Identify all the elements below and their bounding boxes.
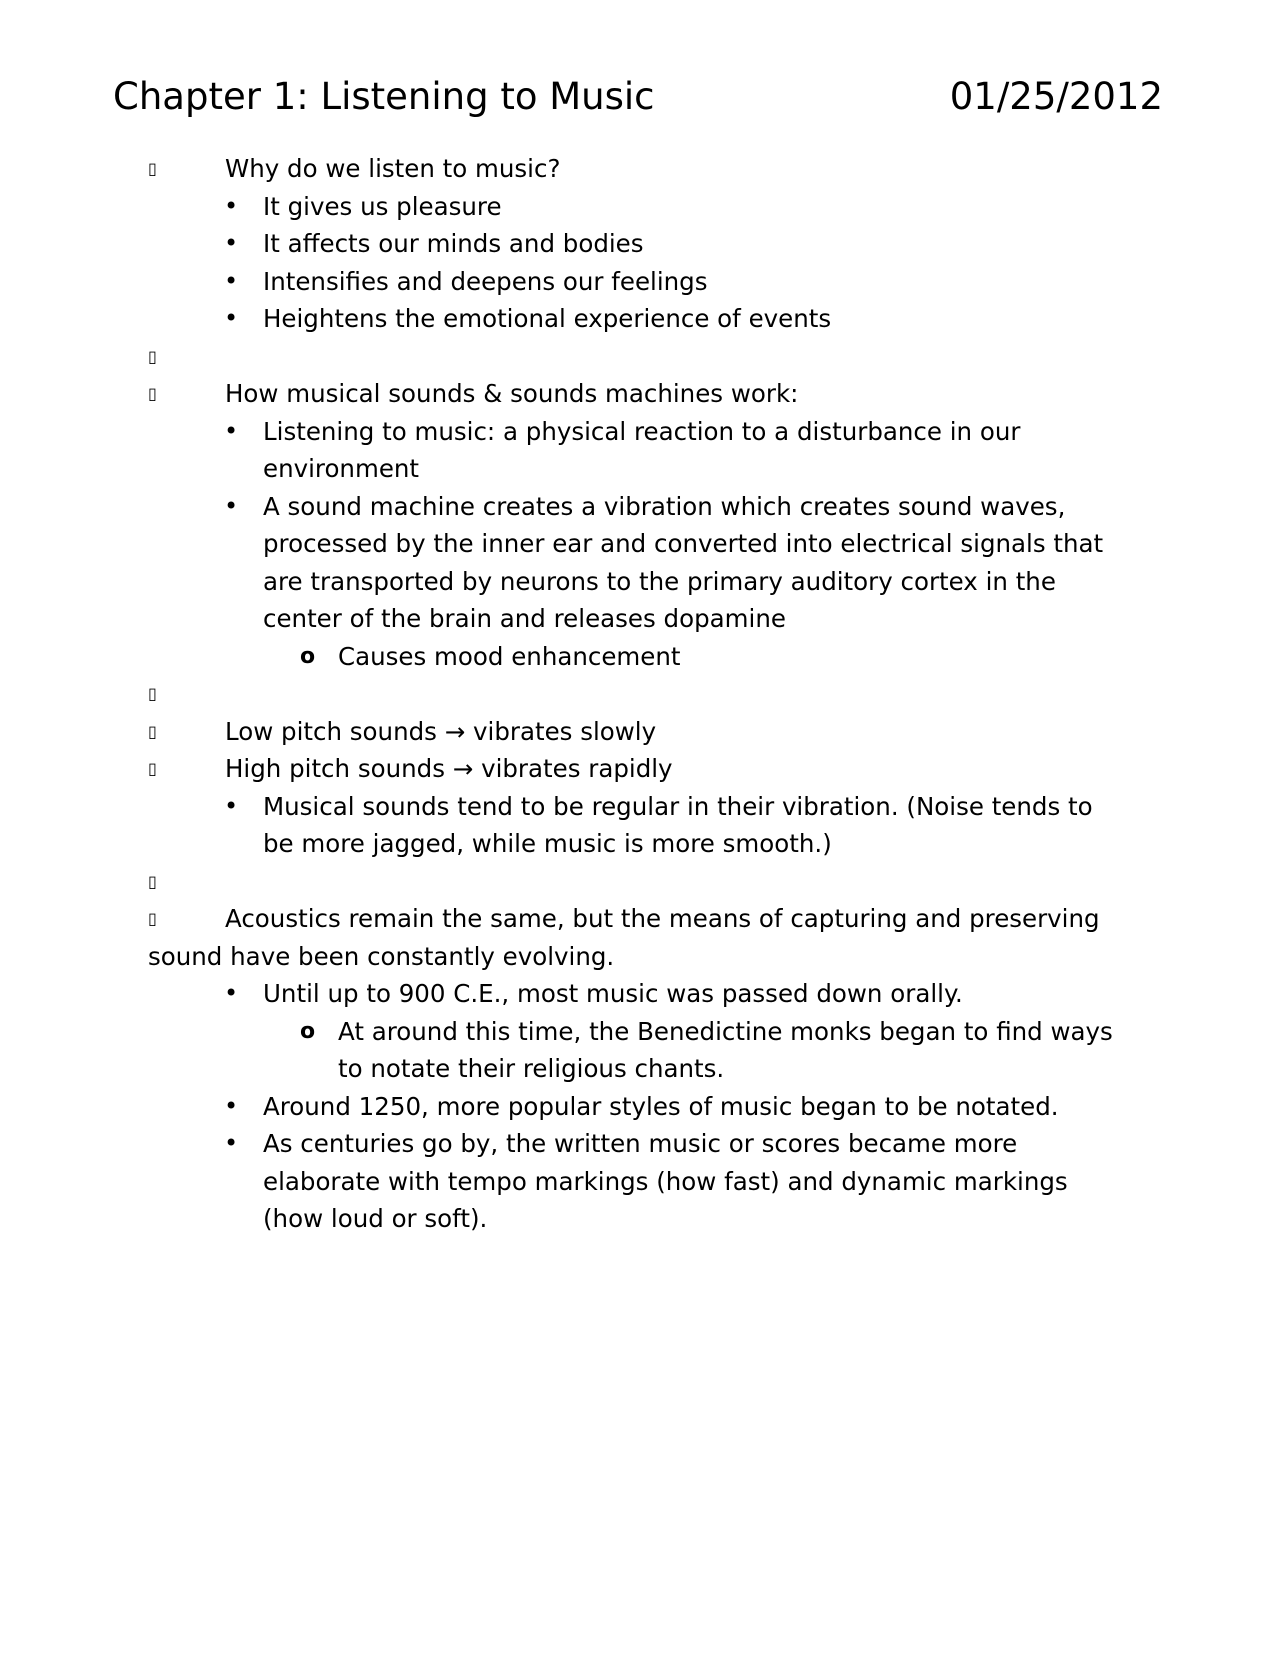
outline-item-text: Low pitch sounds → vibrates slowly: [225, 716, 657, 746]
list-item: [148, 488, 1128, 638]
outline-item-text: Acoustics remain the same, but the means of capturing and preserving sound have been constantly evolving.: [148, 904, 1100, 971]
square-bullet-icon: ▯: [148, 159, 157, 178]
bullet-icon: •: [224, 266, 239, 295]
list-item: [148, 188, 1128, 226]
bullet-icon: •: [224, 1091, 239, 1120]
list-item: [148, 225, 1128, 263]
list-item-text: Intensifies and deepens our feelings: [263, 266, 708, 296]
sub-list-item: [148, 638, 1128, 676]
square-bullet-icon: ▯: [148, 384, 157, 403]
list-item: [148, 1125, 1128, 1238]
bullet-icon: •: [224, 979, 239, 1007]
list-item-text: Heightens the emotional experience of events: [263, 304, 832, 333]
sub-list-item: [148, 1013, 1128, 1088]
outline-item-empty: [148, 338, 1128, 376]
bullet-icon: •: [224, 791, 239, 820]
outline-item-empty: [148, 675, 1128, 713]
bullet-icon: •: [224, 491, 239, 520]
square-bullet-icon: ▯: [148, 871, 157, 891]
list-item: [148, 1088, 1128, 1126]
sub-list-item-text: Causes mood enhancement: [338, 641, 681, 671]
list-item: [148, 263, 1128, 301]
outline-item: [148, 750, 1128, 788]
outline-item: [148, 713, 1128, 751]
bullet-icon: •: [224, 304, 239, 332]
page-date: 01/25/2012: [949, 75, 1163, 118]
list-item-text: Listening to music: a physical reaction to a disturbance in our environment: [263, 416, 1021, 483]
outline-item: [148, 375, 1128, 413]
outline-item: [148, 150, 1128, 188]
list-item: [148, 788, 1128, 863]
list-item-text: A sound machine creates a vibration which creates sound waves, processed by the inner ear and converted into electrical signals that are transported by neurons to the primary auditory cortex in the center of the brain and releases dopamine: [263, 491, 1104, 633]
outline-item-text: Why do we listen to music?: [225, 154, 561, 183]
list-item-text: It gives us pleasure: [263, 191, 502, 221]
square-bullet-icon: ▯: [148, 684, 157, 703]
bullet-icon: •: [224, 191, 239, 220]
outline-item-text: How musical sounds & sounds machines work:: [225, 379, 799, 408]
list-item: [148, 413, 1128, 488]
outline-item-empty: [148, 863, 1128, 901]
list-item: [148, 300, 1128, 338]
bullet-icon: •: [224, 416, 239, 445]
square-bullet-icon: ▯: [148, 759, 157, 778]
notes-outline: [148, 150, 1128, 1238]
square-bullet-icon: ▯: [148, 346, 157, 366]
list-item-text: Musical sounds tend to be regular in their vibration. (Noise tends to be more jagged, while music is more smooth.): [263, 791, 1093, 858]
page-title: Chapter 1: Listening to Music: [113, 75, 655, 118]
circle-bullet-icon: o: [300, 1018, 316, 1044]
square-bullet-icon: ▯: [148, 721, 157, 741]
sub-list-item-text: At around this time, the Benedictine monks began to find ways to notate their religious chants.: [338, 1016, 1113, 1083]
circle-bullet-icon: o: [300, 643, 316, 669]
square-bullet-icon: ▯: [148, 909, 157, 928]
outline-item: [148, 900, 1128, 975]
outline-item-text: High pitch sounds → vibrates rapidly: [225, 754, 673, 783]
list-item-text: As centuries go by, the written music or scores became more elaborate with tempo markings (how fast) and dynamic markings (how loud or soft).: [263, 1129, 1068, 1233]
list-item-text: It affects our minds and bodies: [263, 229, 644, 258]
page-header: [113, 72, 1163, 122]
bullet-icon: •: [224, 1129, 239, 1157]
bullet-icon: •: [224, 229, 239, 257]
list-item-text: Around 1250, more popular styles of music began to be notated.: [263, 1091, 1059, 1121]
list-item-text: Until up to 900 C.E., most music was passed down orally.: [263, 979, 963, 1008]
list-item: [148, 975, 1128, 1013]
